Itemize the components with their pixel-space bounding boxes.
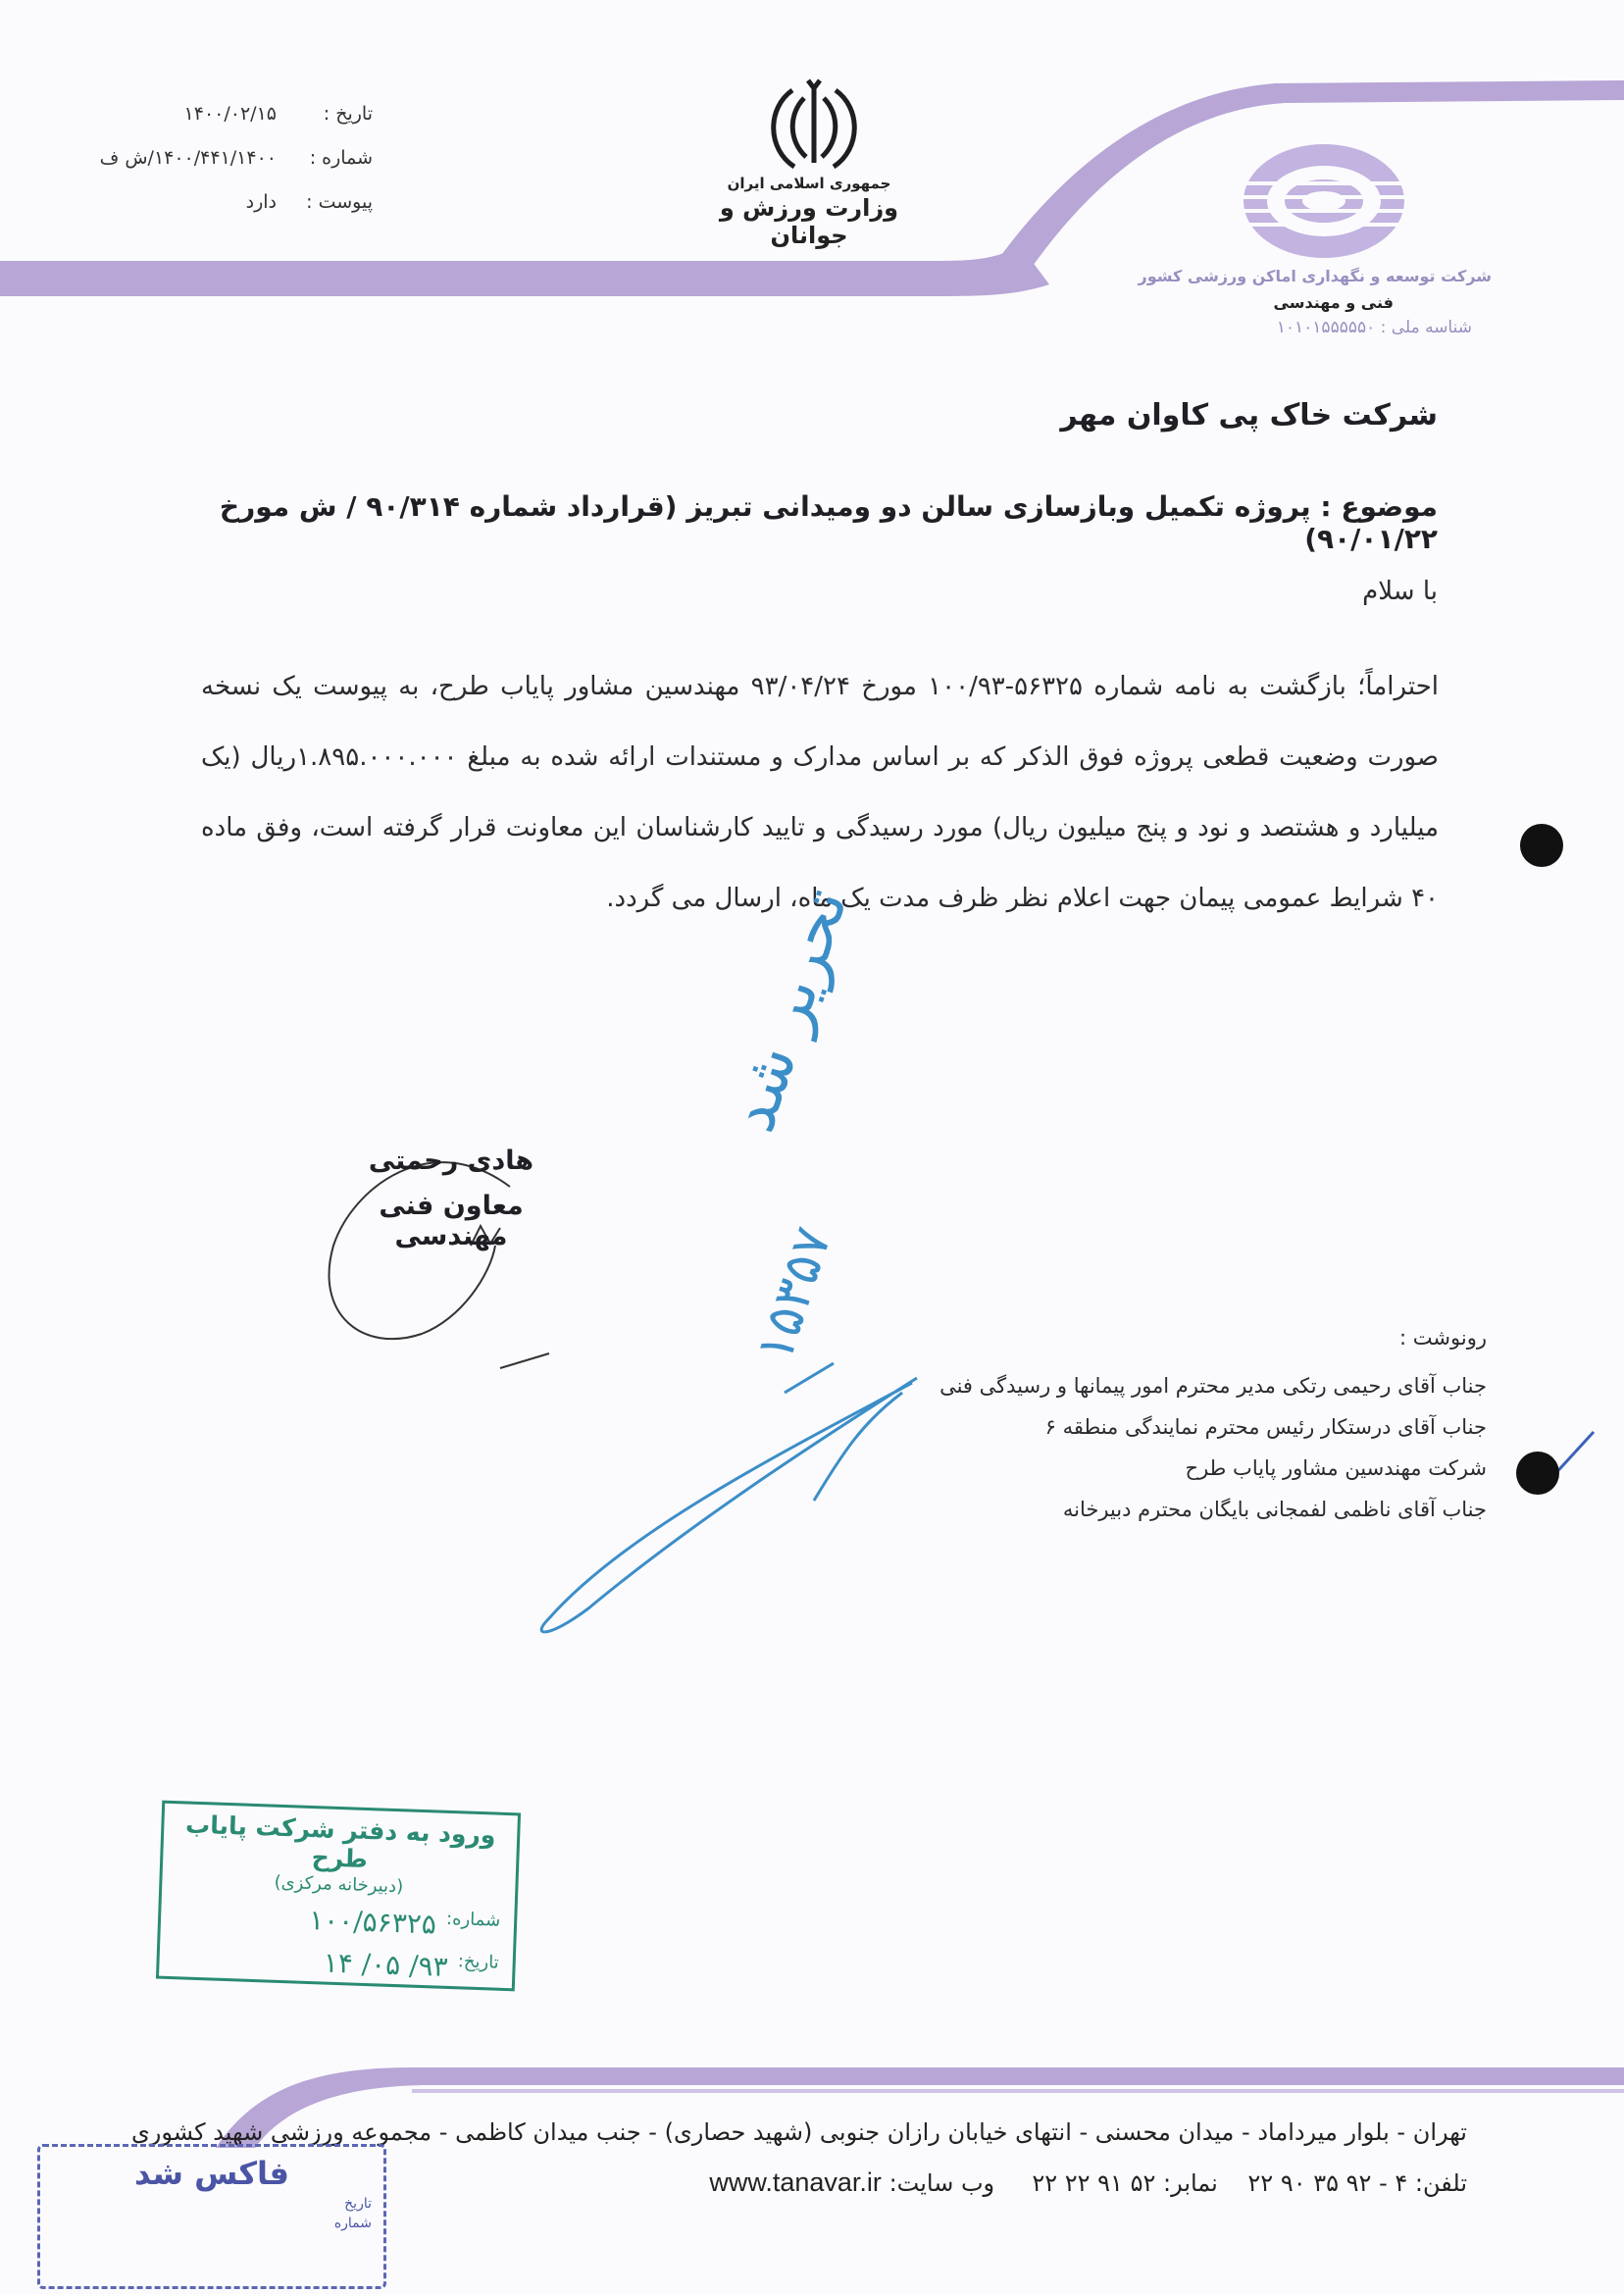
cc-item: جناب آقای درستکار رئیس محترم نمایندگی منطقه ۶ [1044,1415,1487,1439]
letter-body: احتراماً؛ بازگشت به نامه شماره ۵۶۳۲۵-۱۰۰/۹۳ مورخ ۹۳/۰۴/۲۴ مهندسین مشاور پایاب طرح، به پیوست یک نسخه صورت وضعیت قطعی پروژه فوق الذکر که بر اساس مدارک و مستندات ارائه شده به مبلغ ۱.۸۹۵.۰۰۰.۰۰۰ریال (یک میلیارد و هشتصد و نود و پنج میلیون ریال) مورد رسیدگی و تایید کارشناسان این معاونت قرار گرفته است، وفق ماده ۴۰ شرایط عمومی پیمان جهت اعلام نظر ظرف مدت یک ماه، ارسال می گردد. [201,672,1439,913]
handwritten-note-line2: ۱۵۳۵۷ [744,1220,843,1369]
signer-name: هادی رحمتی [368,1146,534,1176]
meta-attachment-label: پیوست : [306,191,373,213]
ministry-name: وزارت ورزش و جوانان [719,194,899,249]
entry-stamp-subtitle: (دبیرخانه مرکزی) [274,1871,404,1898]
footer-address: تهران - بلوار میرداماد - میدان محسنی - انتهای خیابان رازان جنوبی (شهید حصاری) - جنب میدان کاظمی - مجموعه ورزشی شهید کشوری [130,2118,1467,2146]
fax-stamp-text: فاکس شد [134,2155,289,2192]
republic-name: جمهوری اسلامی ایران [727,175,891,192]
footer-band-thin [412,2089,1624,2093]
org-dept: فنی و مهندسی [1273,293,1394,312]
fax-stamp [37,2144,386,2289]
handwritten-note-line1: تحریر شد [716,880,863,1141]
entry-stamp-number-label: شماره: [445,1908,501,1931]
punch-hole [1516,1452,1559,1495]
entry-stamp-number-value: ۱۰۰/۵۶۳۲۵ [308,1903,437,1941]
fax-stamp-number-label: شماره [333,2216,372,2231]
entry-stamp-date-row [159,1941,513,1986]
cc-list [800,1326,1487,1530]
meta-number [88,147,373,169]
entry-stamp-date-value: ۹۳/ ۰۵/ ۱۴ [323,1946,449,1983]
fax-stamp-date-label: تاریخ [344,2196,372,2212]
recipient: شرکت خاک پی کاوان مهر [1060,398,1438,433]
entry-stamp-date-label: تاریخ: [457,1951,500,1973]
meta-number-value: ۱۴۰۰/۴۴۱/۱۴۰۰/ش ف [99,147,277,169]
greeting: با سلام [1362,577,1438,606]
org-logo-icon [1236,144,1412,258]
meta-attachment-value: دارد [245,191,277,213]
cc-item: جناب آقای ناظمی لفمجانی بایگان محترم دبیرخانه [1062,1498,1487,1521]
footer-fax: نمابر: ۵۲ ۹۱ ۲۲ ۲۲ [1032,2169,1218,2197]
footer-phone: تلفن: ۴ - ۹۲ ۳۵ ۹۰ ۲۲ [1247,2169,1467,2197]
entry-stamp-title: ورود به دفتر شرکت پایاب طرح [184,1810,496,1874]
footer-web-label: وب سایت: [888,2169,995,2197]
entry-stamp-number-row [161,1899,515,1944]
footer-website-link[interactable]: www.tanavar.ir [709,2167,882,2197]
meta-date-value: ۱۴۰۰/۰۲/۱۵ [183,103,277,125]
cc-title: رونوشت : [1399,1326,1487,1350]
org-name: شرکت توسعه و نگهداری اماکن ورزشی کشور [1138,267,1492,285]
entry-stamp [156,1801,521,1992]
org-national-id: شناسه ملی : ۱۰۱۰۱۵۵۵۵۵۰ [1276,318,1472,337]
cc-item: شرکت مهندسین مشاور پایاب طرح [1185,1456,1487,1480]
header-band-main [0,245,1049,296]
signer-title: معاون فنی مهندسی [379,1191,524,1251]
org-heading [1080,267,1492,337]
meta-attachment [88,191,373,213]
cc-item: جناب آقای رحیمی رتکی مدیر محترم امور پیمانها و رسیدگی فنی [939,1374,1487,1398]
subject-line: موضوع : پروژه تکمیل وبازسازی سالن دو ومیدانی تبریز (قرارداد شماره ۹۰/۳۱۴ / ش مورخ ۹۰/۰۱/۲۲) [219,490,1438,555]
iran-emblem-icon [774,80,855,167]
meta-date-label: تاریخ : [323,103,373,125]
meta-number-label: شماره : [309,147,373,169]
punch-hole [1520,824,1563,867]
meta-date [88,103,373,125]
ministry-heading [686,175,932,249]
